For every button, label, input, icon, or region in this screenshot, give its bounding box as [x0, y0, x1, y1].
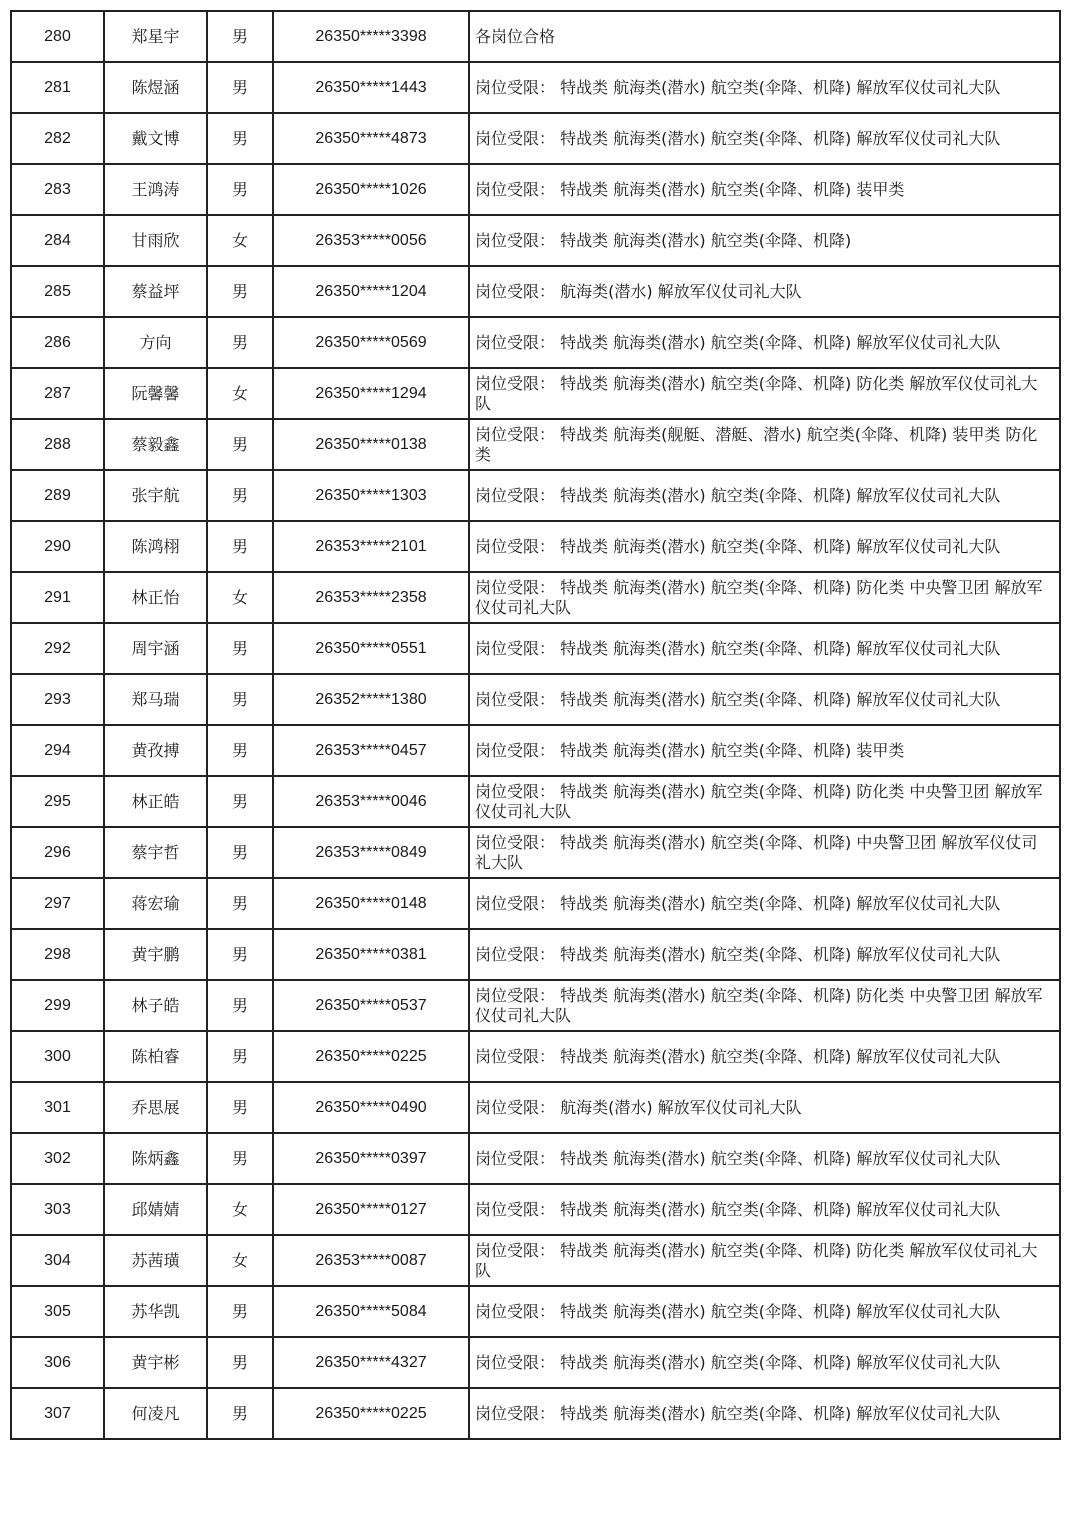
table-row	[11, 1184, 1060, 1235]
exam-result-cell: 岗位受限： 特战类 航海类(潜水) 航空类(伞降、机降) 防化类 解放军仪仗司礼大队	[469, 368, 1060, 419]
exam-result-cell: 岗位受限： 特战类 航海类(潜水) 航空类(伞降、机降) 装甲类	[469, 164, 1060, 215]
person-name-cell: 何凌凡	[104, 1388, 207, 1439]
row-number-cell: 302	[11, 1133, 104, 1184]
exam-result-cell: 岗位受限： 特战类 航海类(潜水) 航空类(伞降、机降) 防化类 中央警卫团 解放军仪仗司礼大队	[469, 776, 1060, 827]
table-row	[11, 929, 1060, 980]
exam-result-cell: 岗位受限： 特战类 航海类(潜水) 航空类(伞降、机降) 解放军仪仗司礼大队	[469, 62, 1060, 113]
gender-cell: 女	[207, 1184, 273, 1235]
exam-result-cell: 岗位受限： 特战类 航海类(舰艇、潜艇、潜水) 航空类(伞降、机降) 装甲类 防化类	[469, 419, 1060, 470]
id-number-cell: 26350*****0148	[273, 878, 469, 929]
gender-cell: 男	[207, 980, 273, 1031]
person-name-cell: 郑马瑞	[104, 674, 207, 725]
exam-result-cell: 岗位受限： 特战类 航海类(潜水) 航空类(伞降、机降) 解放军仪仗司礼大队	[469, 1337, 1060, 1388]
person-name-cell: 陈煜涵	[104, 62, 207, 113]
table-row	[11, 470, 1060, 521]
id-number-cell: 26350*****0490	[273, 1082, 469, 1133]
person-name-cell: 方向	[104, 317, 207, 368]
person-name-cell: 林正皓	[104, 776, 207, 827]
row-number-cell: 285	[11, 266, 104, 317]
id-number-cell: 26350*****0127	[273, 1184, 469, 1235]
person-name-cell: 陈鸿栩	[104, 521, 207, 572]
person-name-cell: 阮馨馨	[104, 368, 207, 419]
table-row	[11, 980, 1060, 1031]
table-row	[11, 317, 1060, 368]
person-name-cell: 蔡益坪	[104, 266, 207, 317]
person-name-cell: 林子皓	[104, 980, 207, 1031]
id-number-cell: 26353*****0056	[273, 215, 469, 266]
exam-result-cell: 岗位受限： 特战类 航海类(潜水) 航空类(伞降、机降) 解放军仪仗司礼大队	[469, 317, 1060, 368]
gender-cell: 男	[207, 878, 273, 929]
id-number-cell: 26350*****1204	[273, 266, 469, 317]
exam-result-cell: 岗位受限： 特战类 航海类(潜水) 航空类(伞降、机降) 解放军仪仗司礼大队	[469, 1388, 1060, 1439]
id-number-cell: 26350*****4873	[273, 113, 469, 164]
table-row	[11, 776, 1060, 827]
row-number-cell: 281	[11, 62, 104, 113]
row-number-cell: 283	[11, 164, 104, 215]
person-name-cell: 黄宇彬	[104, 1337, 207, 1388]
id-number-cell: 26350*****0551	[273, 623, 469, 674]
person-name-cell: 苏华凯	[104, 1286, 207, 1337]
id-number-cell: 26350*****0225	[273, 1031, 469, 1082]
row-number-cell: 297	[11, 878, 104, 929]
id-number-cell: 26350*****0225	[273, 1388, 469, 1439]
table-row	[11, 1286, 1060, 1337]
gender-cell: 女	[207, 215, 273, 266]
exam-result-cell: 岗位受限： 特战类 航海类(潜水) 航空类(伞降、机降) 解放军仪仗司礼大队	[469, 929, 1060, 980]
table-row	[11, 1337, 1060, 1388]
person-name-cell: 乔思展	[104, 1082, 207, 1133]
roster-body	[11, 11, 1060, 1439]
exam-result-cell: 岗位受限： 特战类 航海类(潜水) 航空类(伞降、机降)	[469, 215, 1060, 266]
row-number-cell: 301	[11, 1082, 104, 1133]
person-name-cell: 陈炳鑫	[104, 1133, 207, 1184]
gender-cell: 男	[207, 1388, 273, 1439]
id-number-cell: 26353*****2358	[273, 572, 469, 623]
person-name-cell: 甘雨欣	[104, 215, 207, 266]
gender-cell: 男	[207, 1031, 273, 1082]
exam-result-cell: 各岗位合格	[469, 11, 1060, 62]
id-number-cell: 26350*****0569	[273, 317, 469, 368]
gender-cell: 男	[207, 62, 273, 113]
exam-result-cell: 岗位受限： 特战类 航海类(潜水) 航空类(伞降、机降) 解放军仪仗司礼大队	[469, 878, 1060, 929]
table-row	[11, 827, 1060, 878]
exam-result-cell: 岗位受限： 特战类 航海类(潜水) 航空类(伞降、机降) 解放军仪仗司礼大队	[469, 470, 1060, 521]
person-name-cell: 苏茜璜	[104, 1235, 207, 1286]
row-number-cell: 287	[11, 368, 104, 419]
gender-cell: 男	[207, 725, 273, 776]
row-number-cell: 298	[11, 929, 104, 980]
row-number-cell: 306	[11, 1337, 104, 1388]
gender-cell: 男	[207, 521, 273, 572]
exam-result-cell: 岗位受限： 特战类 航海类(潜水) 航空类(伞降、机降) 解放军仪仗司礼大队	[469, 113, 1060, 164]
row-number-cell: 284	[11, 215, 104, 266]
gender-cell: 女	[207, 572, 273, 623]
id-number-cell: 26350*****0397	[273, 1133, 469, 1184]
person-name-cell: 陈柏睿	[104, 1031, 207, 1082]
row-number-cell: 286	[11, 317, 104, 368]
row-number-cell: 303	[11, 1184, 104, 1235]
id-number-cell: 26353*****2101	[273, 521, 469, 572]
table-row	[11, 419, 1060, 470]
table-row	[11, 368, 1060, 419]
table-row	[11, 521, 1060, 572]
table-row	[11, 11, 1060, 62]
table-row	[11, 1388, 1060, 1439]
exam-result-cell: 岗位受限： 特战类 航海类(潜水) 航空类(伞降、机降) 防化类 解放军仪仗司礼大队	[469, 1235, 1060, 1286]
gender-cell: 男	[207, 317, 273, 368]
gender-cell: 男	[207, 776, 273, 827]
person-name-cell: 戴文博	[104, 113, 207, 164]
gender-cell: 男	[207, 1286, 273, 1337]
row-number-cell: 291	[11, 572, 104, 623]
row-number-cell: 299	[11, 980, 104, 1031]
exam-result-cell: 岗位受限： 航海类(潜水) 解放军仪仗司礼大队	[469, 266, 1060, 317]
row-number-cell: 296	[11, 827, 104, 878]
table-row	[11, 266, 1060, 317]
id-number-cell: 26353*****0457	[273, 725, 469, 776]
row-number-cell: 282	[11, 113, 104, 164]
row-number-cell: 304	[11, 1235, 104, 1286]
row-number-cell: 307	[11, 1388, 104, 1439]
row-number-cell: 305	[11, 1286, 104, 1337]
exam-result-cell: 岗位受限： 特战类 航海类(潜水) 航空类(伞降、机降) 防化类 中央警卫团 解放军仪仗司礼大队	[469, 572, 1060, 623]
gender-cell: 男	[207, 113, 273, 164]
id-number-cell: 26350*****1294	[273, 368, 469, 419]
gender-cell: 男	[207, 419, 273, 470]
gender-cell: 男	[207, 1337, 273, 1388]
exam-result-cell: 岗位受限： 特战类 航海类(潜水) 航空类(伞降、机降) 解放军仪仗司礼大队	[469, 1133, 1060, 1184]
id-number-cell: 26350*****5084	[273, 1286, 469, 1337]
id-number-cell: 26350*****1303	[273, 470, 469, 521]
gender-cell: 女	[207, 368, 273, 419]
table-row	[11, 1082, 1060, 1133]
row-number-cell: 280	[11, 11, 104, 62]
exam-result-cell: 岗位受限： 特战类 航海类(潜水) 航空类(伞降、机降) 装甲类	[469, 725, 1060, 776]
table-row	[11, 62, 1060, 113]
exam-result-cell: 岗位受限： 特战类 航海类(潜水) 航空类(伞降、机降) 解放军仪仗司礼大队	[469, 521, 1060, 572]
gender-cell: 男	[207, 623, 273, 674]
person-name-cell: 蒋宏瑜	[104, 878, 207, 929]
table-row	[11, 623, 1060, 674]
exam-result-cell: 岗位受限： 特战类 航海类(潜水) 航空类(伞降、机降) 解放军仪仗司礼大队	[469, 1031, 1060, 1082]
table-row	[11, 674, 1060, 725]
id-number-cell: 26353*****0046	[273, 776, 469, 827]
roster-table	[10, 10, 1061, 1440]
person-name-cell: 蔡宇哲	[104, 827, 207, 878]
row-number-cell: 292	[11, 623, 104, 674]
table-row	[11, 878, 1060, 929]
exam-result-cell: 岗位受限： 特战类 航海类(潜水) 航空类(伞降、机降) 防化类 中央警卫团 解放军仪仗司礼大队	[469, 980, 1060, 1031]
id-number-cell: 26350*****1026	[273, 164, 469, 215]
table-row	[11, 113, 1060, 164]
gender-cell: 男	[207, 1133, 273, 1184]
id-number-cell: 26350*****1443	[273, 62, 469, 113]
person-name-cell: 邱婧婧	[104, 1184, 207, 1235]
gender-cell: 男	[207, 929, 273, 980]
table-row	[11, 164, 1060, 215]
row-number-cell: 288	[11, 419, 104, 470]
row-number-cell: 295	[11, 776, 104, 827]
gender-cell: 男	[207, 11, 273, 62]
id-number-cell: 26350*****0537	[273, 980, 469, 1031]
person-name-cell: 林正怡	[104, 572, 207, 623]
id-number-cell: 26350*****3398	[273, 11, 469, 62]
id-number-cell: 26350*****4327	[273, 1337, 469, 1388]
table-row	[11, 1031, 1060, 1082]
person-name-cell: 郑星宇	[104, 11, 207, 62]
person-name-cell: 蔡毅鑫	[104, 419, 207, 470]
row-number-cell: 290	[11, 521, 104, 572]
table-row	[11, 725, 1060, 776]
row-number-cell: 289	[11, 470, 104, 521]
exam-result-cell: 岗位受限： 特战类 航海类(潜水) 航空类(伞降、机降) 解放军仪仗司礼大队	[469, 1184, 1060, 1235]
person-name-cell: 王鸿涛	[104, 164, 207, 215]
table-row	[11, 572, 1060, 623]
id-number-cell: 26350*****0381	[273, 929, 469, 980]
row-number-cell: 293	[11, 674, 104, 725]
id-number-cell: 26353*****0849	[273, 827, 469, 878]
exam-result-cell: 岗位受限： 特战类 航海类(潜水) 航空类(伞降、机降) 解放军仪仗司礼大队	[469, 1286, 1060, 1337]
person-name-cell: 黄宇鹏	[104, 929, 207, 980]
exam-result-cell: 岗位受限： 特战类 航海类(潜水) 航空类(伞降、机降) 解放军仪仗司礼大队	[469, 623, 1060, 674]
id-number-cell: 26350*****0138	[273, 419, 469, 470]
row-number-cell: 294	[11, 725, 104, 776]
id-number-cell: 26353*****0087	[273, 1235, 469, 1286]
person-name-cell: 黄孜搏	[104, 725, 207, 776]
exam-result-cell: 岗位受限： 特战类 航海类(潜水) 航空类(伞降、机降) 中央警卫团 解放军仪仗司礼大队	[469, 827, 1060, 878]
table-row	[11, 1235, 1060, 1286]
gender-cell: 男	[207, 266, 273, 317]
person-name-cell: 张宇航	[104, 470, 207, 521]
gender-cell: 女	[207, 1235, 273, 1286]
row-number-cell: 300	[11, 1031, 104, 1082]
exam-result-cell: 岗位受限： 特战类 航海类(潜水) 航空类(伞降、机降) 解放军仪仗司礼大队	[469, 674, 1060, 725]
table-row	[11, 215, 1060, 266]
id-number-cell: 26352*****1380	[273, 674, 469, 725]
gender-cell: 男	[207, 470, 273, 521]
gender-cell: 男	[207, 164, 273, 215]
table-row	[11, 1133, 1060, 1184]
gender-cell: 男	[207, 1082, 273, 1133]
exam-result-cell: 岗位受限： 航海类(潜水) 解放军仪仗司礼大队	[469, 1082, 1060, 1133]
person-name-cell: 周宇涵	[104, 623, 207, 674]
gender-cell: 男	[207, 827, 273, 878]
gender-cell: 男	[207, 674, 273, 725]
